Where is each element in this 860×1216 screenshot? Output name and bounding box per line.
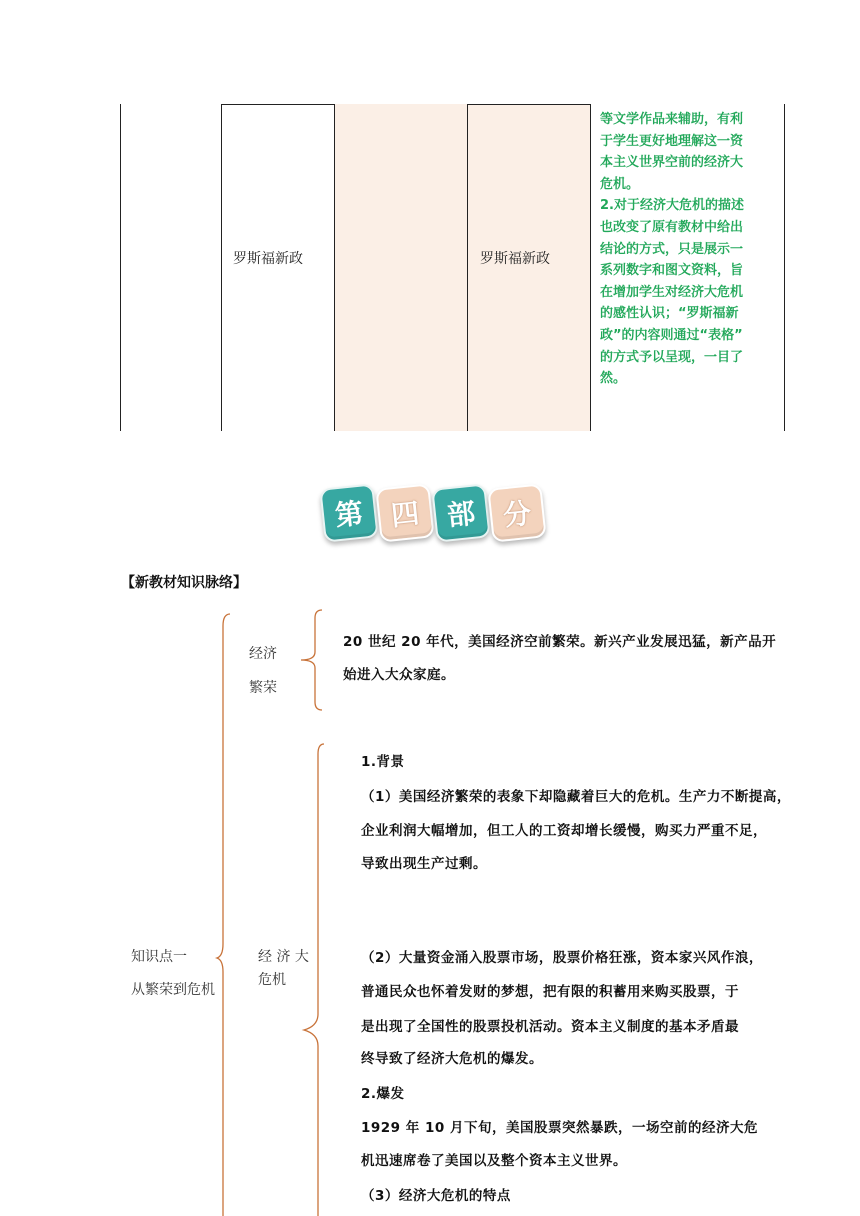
- topic-brace: [216, 612, 236, 1216]
- content-line: 机迅速席卷了美国以及整个资本主义世界。: [361, 1153, 627, 1169]
- banner-tile: 第: [319, 483, 378, 542]
- table-shaded-cell: [335, 104, 468, 431]
- content-line: 终导致了经济大危机的爆发。: [361, 1051, 543, 1067]
- table-cell-left: 罗斯福新政: [233, 251, 303, 267]
- section-heading: 【新教材知识脉络】: [121, 575, 247, 591]
- branch-label: 经济: [249, 646, 277, 662]
- table-border: [221, 104, 335, 105]
- content-line: 是出现了全国性的股票投机活动。资本主义制度的基本矛盾最: [361, 1019, 739, 1035]
- banner-tile: 部: [431, 483, 490, 542]
- content-line: 普通民众也怀着发财的梦想，把有限的积蓄用来购买股票，于: [361, 984, 739, 1000]
- branch1-brace: [298, 608, 328, 712]
- note-line: 危机。: [600, 176, 640, 192]
- banner-tile: 分: [487, 483, 546, 542]
- note-line: 在增加学生对经济大危机: [600, 284, 744, 300]
- content-line: 1.背景: [361, 754, 405, 770]
- content-line: 始进入大众家庭。: [343, 667, 455, 683]
- content-line: 企业利润大幅增加，但工人的工资却增长缓慢，购买力严重不足，: [361, 823, 767, 839]
- table-note: [600, 109, 782, 390]
- note-line: 结论的方式，只是展示一: [600, 241, 744, 257]
- note-line: 然。: [600, 371, 627, 387]
- note-line: 的感性认识；“罗斯福新: [600, 306, 739, 322]
- table-border: [334, 104, 335, 431]
- content-line: （3）经济大危机的特点: [361, 1188, 511, 1204]
- content-line: 导致出现生产过剩。: [361, 856, 487, 872]
- content-line: 1929 年 10 月下旬，美国股票突然暴跌，一场空前的经济大危: [361, 1120, 758, 1136]
- table-cell-right: 罗斯福新政: [480, 251, 550, 267]
- topic-label: 从繁荣到危机: [131, 982, 215, 998]
- note-line: 于学生更好地理解这一资: [600, 133, 744, 149]
- note-line: 本主义世界空前的经济大: [600, 155, 744, 171]
- note-line: 2.对于经济大危机的描述: [600, 198, 744, 214]
- topic-label: 知识点一: [131, 949, 187, 965]
- table-border: [784, 104, 785, 431]
- table-border: [590, 104, 591, 431]
- branch-label: 危机: [258, 972, 286, 988]
- note-line: 的方式予以呈现，一目了: [600, 349, 744, 365]
- branch-label: 经 济 大: [258, 949, 309, 965]
- table-border: [120, 104, 121, 431]
- content-line: （2）大量资金涌入股票市场，股票价格狂涨，资本家兴风作浪，: [361, 950, 763, 966]
- content-line: （1）美国经济繁荣的表象下却隐藏着巨大的危机。生产力不断提高，: [361, 789, 791, 805]
- table-border: [467, 104, 591, 105]
- note-line: 也改变了原有教材中给出: [600, 219, 744, 235]
- branch2-brace: [300, 742, 330, 1216]
- note-line: 政”的内容则通过“表格”: [600, 327, 743, 343]
- table-border: [221, 104, 222, 431]
- content-line: 20 世纪 20 年代，美国经济空前繁荣。新兴产业发展迅猛，新产品开: [343, 634, 777, 650]
- banner-tile: 四: [375, 483, 434, 542]
- note-line: 等文学作品来辅助，有利: [600, 112, 744, 127]
- section-banner: [318, 474, 544, 550]
- content-line: 2.爆发: [361, 1086, 405, 1102]
- note-line: 系列数字和图文资料，旨: [600, 263, 744, 279]
- table-border: [467, 104, 468, 431]
- branch-label: 繁荣: [249, 680, 277, 696]
